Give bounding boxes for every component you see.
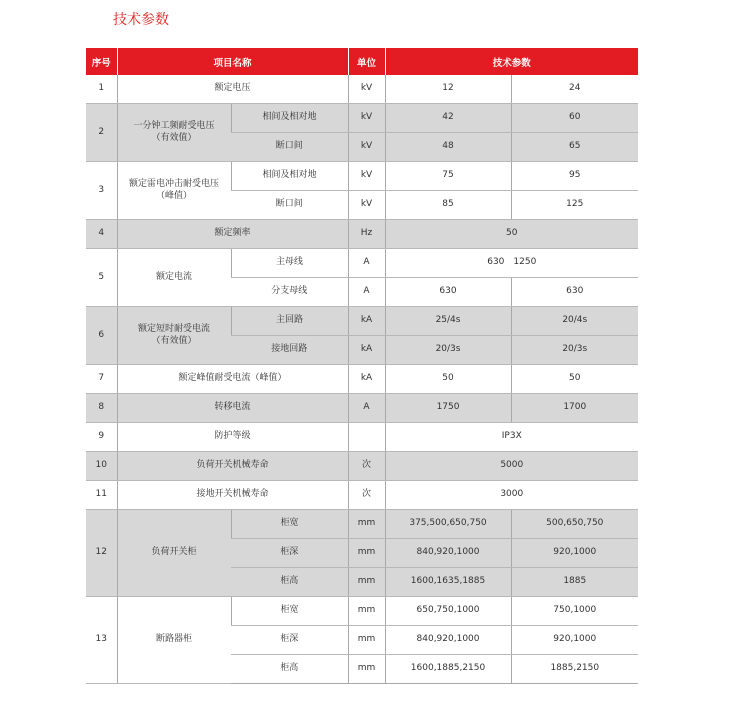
row-value: 20/3s — [385, 336, 511, 365]
table-row — [86, 249, 638, 278]
row-value: 5000 — [385, 452, 638, 481]
row-no: 5 — [86, 249, 117, 307]
row-value: 500,650,750 — [511, 510, 638, 539]
row-name: 负荷开关柜 — [117, 510, 231, 597]
row-value: 840,920,1000 — [385, 626, 511, 655]
row-unit — [348, 423, 385, 452]
row-subitem: 断口间 — [231, 133, 348, 162]
row-value: 375,500,650,750 — [385, 510, 511, 539]
row-name: 防护等级 — [117, 423, 348, 452]
row-value: 85 — [385, 191, 511, 220]
row-subitem: 柜宽 — [231, 597, 348, 626]
table-row — [86, 423, 638, 452]
row-value: 60 — [511, 104, 638, 133]
row-unit: 次 — [348, 452, 385, 481]
row-no: 11 — [86, 481, 117, 510]
row-name: 额定雷电冲击耐受电压 （峰值） — [117, 162, 231, 220]
row-value: 650,750,1000 — [385, 597, 511, 626]
row-value: 24 — [511, 75, 638, 104]
header-param: 技术参数 — [385, 48, 638, 75]
row-value: 750,1000 — [511, 597, 638, 626]
row-unit: mm — [348, 655, 385, 684]
row-value: 630 — [511, 278, 638, 307]
table-row — [86, 597, 638, 626]
row-no: 4 — [86, 220, 117, 249]
table-row — [86, 452, 638, 481]
row-value: 65 — [511, 133, 638, 162]
row-value: 1600,1635,1885 — [385, 568, 511, 597]
row-value: 840,920,1000 — [385, 539, 511, 568]
row-name: 转移电流 — [117, 394, 348, 423]
row-value: 1700 — [511, 394, 638, 423]
table-row — [86, 510, 638, 539]
row-unit: A — [348, 249, 385, 278]
row-value: 1885,2150 — [511, 655, 638, 684]
row-subitem: 柜高 — [231, 568, 348, 597]
row-unit: kV — [348, 162, 385, 191]
row-subitem: 接地回路 — [231, 336, 348, 365]
row-subitem: 柜深 — [231, 626, 348, 655]
row-name: 额定短时耐受电流 （有效值） — [117, 307, 231, 365]
section-title: 技术参数 — [113, 12, 169, 28]
table-row — [86, 481, 638, 510]
table-header-row — [86, 48, 638, 75]
row-value: 630 — [385, 278, 511, 307]
row-subitem: 柜深 — [231, 539, 348, 568]
row-name: 额定电流 — [117, 249, 231, 307]
row-unit: mm — [348, 597, 385, 626]
row-unit: kV — [348, 133, 385, 162]
row-value: 1600,1885,2150 — [385, 655, 511, 684]
header-item: 项目名称 — [117, 48, 348, 75]
row-no: 7 — [86, 365, 117, 394]
table-row — [86, 220, 638, 249]
row-name: 接地开关机械寿命 — [117, 481, 348, 510]
row-no: 9 — [86, 423, 117, 452]
row-no: 13 — [86, 597, 117, 684]
row-name: 额定频率 — [117, 220, 348, 249]
row-unit: kV — [348, 191, 385, 220]
row-subitem: 分支母线 — [231, 278, 348, 307]
row-no: 6 — [86, 307, 117, 365]
row-value: 125 — [511, 191, 638, 220]
row-value: 1750 — [385, 394, 511, 423]
row-value: 20/3s — [511, 336, 638, 365]
row-unit: kV — [348, 75, 385, 104]
table-row — [86, 394, 638, 423]
row-unit: kV — [348, 104, 385, 133]
row-unit: kA — [348, 307, 385, 336]
row-unit: kA — [348, 336, 385, 365]
row-value: 25/4s — [385, 307, 511, 336]
header-no: 序号 — [86, 48, 117, 75]
row-subitem: 主母线 — [231, 249, 348, 278]
row-unit: mm — [348, 539, 385, 568]
row-subitem: 相间及相对地 — [231, 104, 348, 133]
row-subitem: 断口间 — [231, 191, 348, 220]
row-value: 50 — [385, 220, 638, 249]
row-unit: mm — [348, 510, 385, 539]
row-unit: A — [348, 278, 385, 307]
row-value: 42 — [385, 104, 511, 133]
spec-table — [86, 48, 638, 684]
row-no: 2 — [86, 104, 117, 162]
row-unit: A — [348, 394, 385, 423]
row-value: 12 — [385, 75, 511, 104]
row-subitem: 柜宽 — [231, 510, 348, 539]
row-no: 8 — [86, 394, 117, 423]
row-value: 50 — [511, 365, 638, 394]
row-name: 断路器柜 — [117, 597, 231, 684]
row-value: 48 — [385, 133, 511, 162]
row-subitem: 主回路 — [231, 307, 348, 336]
row-no: 3 — [86, 162, 117, 220]
row-no: 1 — [86, 75, 117, 104]
row-unit: mm — [348, 626, 385, 655]
row-no: 12 — [86, 510, 117, 597]
row-value: 920,1000 — [511, 539, 638, 568]
table-row — [86, 75, 638, 104]
row-unit: Hz — [348, 220, 385, 249]
header-unit: 单位 — [348, 48, 385, 75]
row-subitem: 柜高 — [231, 655, 348, 684]
row-no: 10 — [86, 452, 117, 481]
row-value: 3000 — [385, 481, 638, 510]
row-value: 50 — [385, 365, 511, 394]
table-row — [86, 307, 638, 336]
row-value: IP3X — [385, 423, 638, 452]
row-value: 75 — [385, 162, 511, 191]
row-name: 额定峰值耐受电流（峰值） — [117, 365, 348, 394]
row-value: 630 1250 — [385, 249, 638, 278]
row-value: 920,1000 — [511, 626, 638, 655]
table-row — [86, 365, 638, 394]
table-row — [86, 104, 638, 133]
row-subitem: 相间及相对地 — [231, 162, 348, 191]
row-unit: mm — [348, 568, 385, 597]
row-value: 20/4s — [511, 307, 638, 336]
table-row — [86, 162, 638, 191]
row-name: 额定电压 — [117, 75, 348, 104]
row-value: 95 — [511, 162, 638, 191]
row-unit: 次 — [348, 481, 385, 510]
row-unit: kA — [348, 365, 385, 394]
row-name: 一分钟工频耐受电压 （有效值） — [117, 104, 231, 162]
row-name: 负荷开关机械寿命 — [117, 452, 348, 481]
row-value: 1885 — [511, 568, 638, 597]
